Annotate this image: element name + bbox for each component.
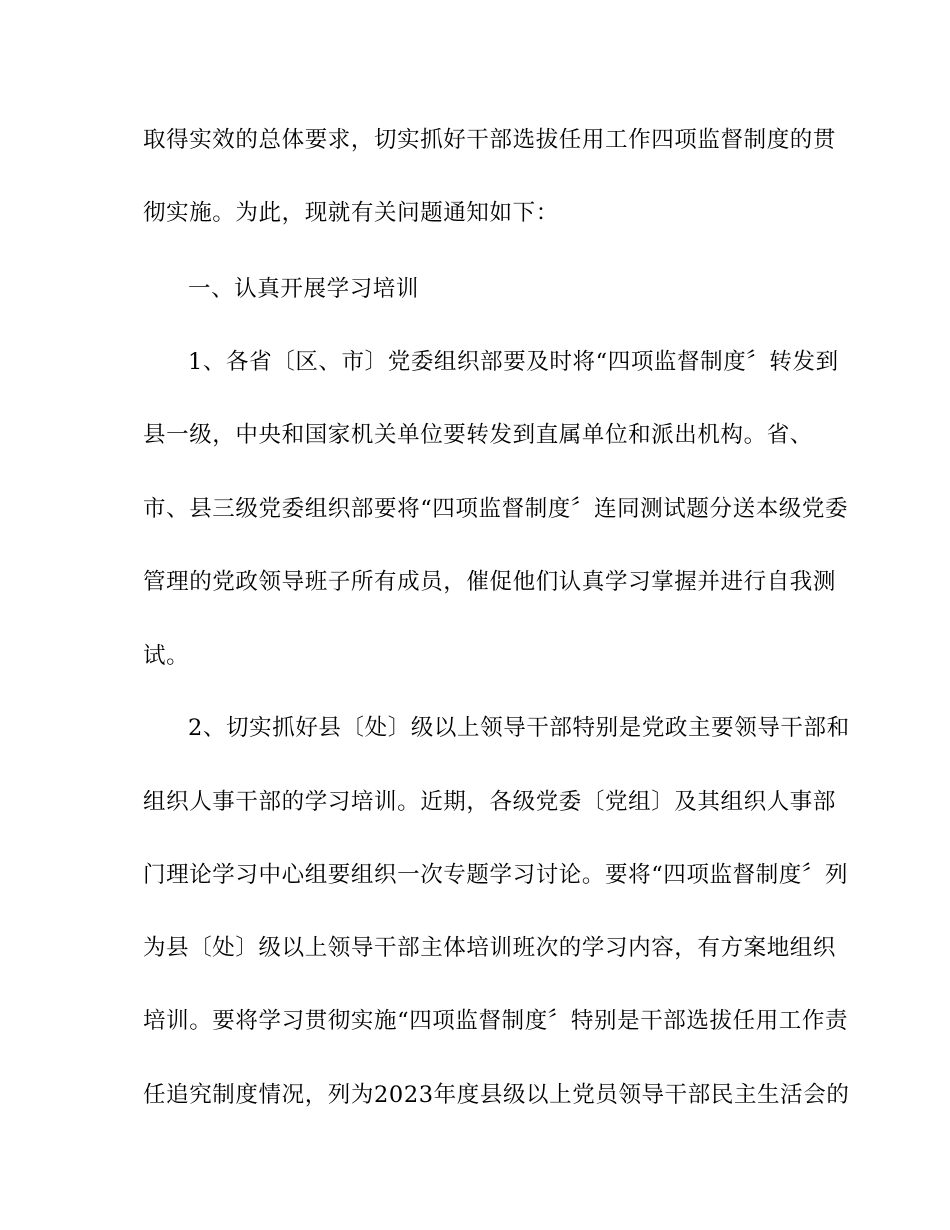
text-line: 市、县三级党委组织部要将“四项监督制度〞连同测试题分送本级党委 <box>143 496 849 522</box>
text-line: 为县〔处〕级以上领导干部主体培训班次的学习内容，有方案地组织 <box>143 935 837 961</box>
text-line: 2、切实抓好县〔处〕级以上领导干部特别是党政主要领导干部和 <box>188 715 850 741</box>
text-line: 彻实施。为此，现就有关问题通知如下： <box>143 200 559 226</box>
text-line: 试。 <box>143 643 190 669</box>
text-line: 县一级，中央和国家机关单位要转发到直属单位和派出机构。省、 <box>143 422 813 448</box>
text-line: 1、各省〔区、市〕党委组织部要及时将“四项监督制度〞转发到 <box>188 349 839 375</box>
text-line: 培训。要将学习贯彻实施“四项监督制度〞特别是干部选拔任用工作责 <box>143 1008 849 1034</box>
text-line: 门理论学习中心组要组织一次专题学习讨论。要将“四项监督制度〞列 <box>143 862 849 888</box>
text-line: 组织人事干部的学习培训。近期，各级党委〔党组〕及其组织人事部 <box>143 789 837 815</box>
section-heading: 一、认真开展学习培训 <box>188 276 420 302</box>
text-line: 任追究制度情况，列为2023年度县级以上党员领导干部民主生活会的 <box>143 1082 850 1108</box>
text-line: 取得实效的总体要求，切实抓好干部选拔任用工作四项监督制度的贯 <box>143 127 837 153</box>
text-line: 管理的党政领导班子所有成员，催促他们认真学习掌握并进行自我测 <box>143 569 837 595</box>
